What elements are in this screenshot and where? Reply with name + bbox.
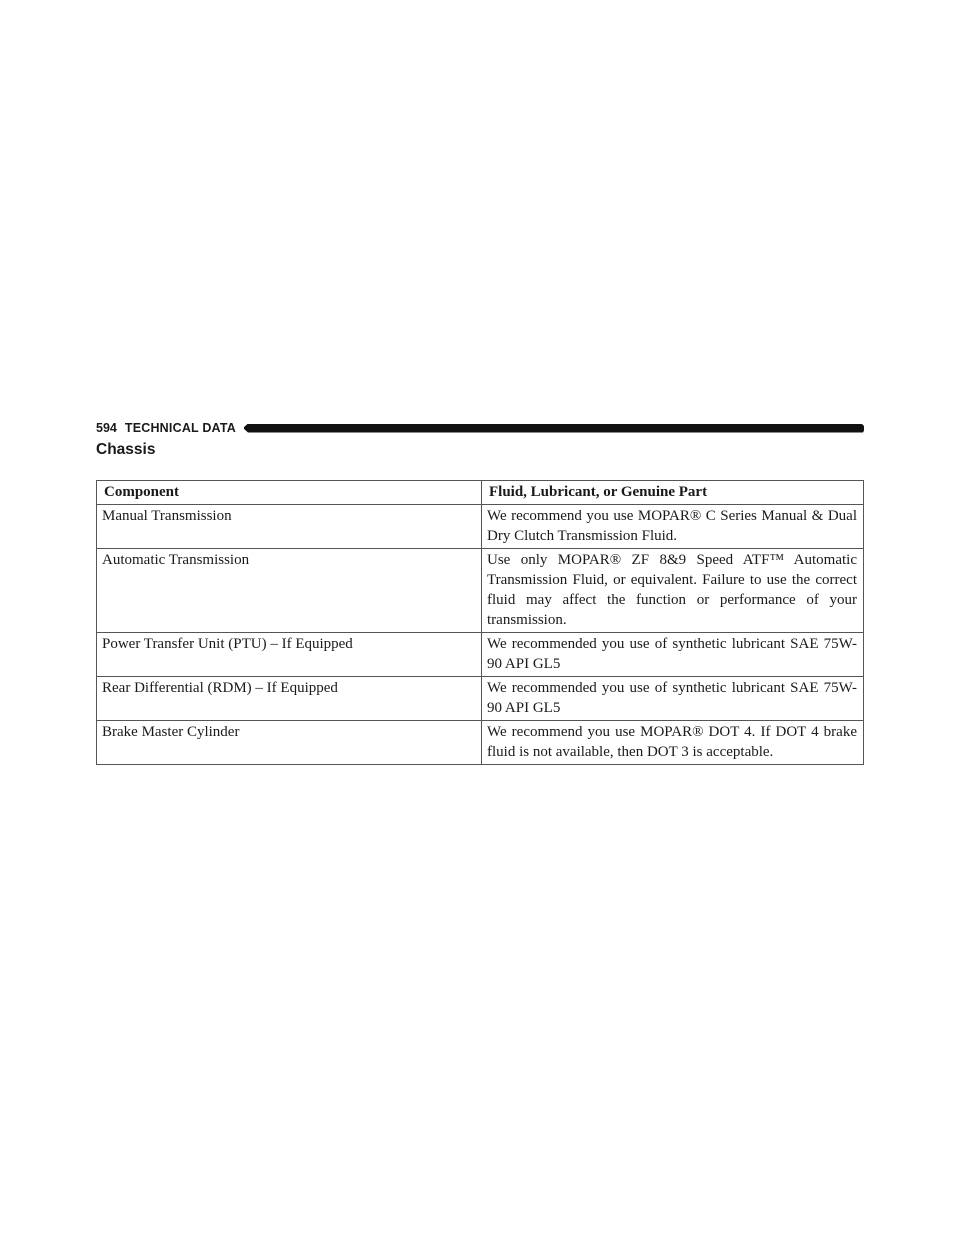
component-cell: Manual Transmission (97, 505, 482, 549)
component-cell: Power Transfer Unit (PTU) – If Equipped (97, 633, 482, 677)
table-row (97, 549, 864, 633)
table-row (97, 633, 864, 677)
component-cell: Brake Master Cylinder (97, 721, 482, 765)
table-header-row (97, 481, 864, 505)
column-header-fluid: Fluid, Lubricant, or Genuine Part (482, 481, 864, 505)
fluid-cell: We recommend you use MOPAR® DOT 4. If DOT 4 brake fluid is not available, then DOT 3 is acceptable. (482, 721, 864, 765)
table-row (97, 677, 864, 721)
table-row (97, 721, 864, 765)
column-header-component: Component (97, 481, 482, 505)
component-cell: Rear Differential (RDM) – If Equipped (97, 677, 482, 721)
fluid-cell: We recommended you use of synthetic lubricant SAE 75W-90 API GL5 (482, 633, 864, 677)
component-cell: Automatic Transmission (97, 549, 482, 633)
fluid-cell: Use only MOPAR® ZF 8&9 Speed ATF™ Automatic Transmission Fluid, or equivalent. Failure to use the correct fluid may affect the function or performance of your transmission. (482, 549, 864, 633)
fluids-table (96, 480, 864, 765)
header-rule (244, 424, 864, 433)
table-row (97, 505, 864, 549)
page-number: 594 (96, 421, 117, 435)
page-header (96, 418, 864, 438)
section-title: Chassis (96, 441, 156, 458)
fluid-cell: We recommended you use of synthetic lubricant SAE 75W-90 API GL5 (482, 677, 864, 721)
section-name: TECHNICAL DATA (124, 421, 236, 435)
fluid-cell: We recommend you use MOPAR® C Series Manual & Dual Dry Clutch Transmission Fluid. (482, 505, 864, 549)
